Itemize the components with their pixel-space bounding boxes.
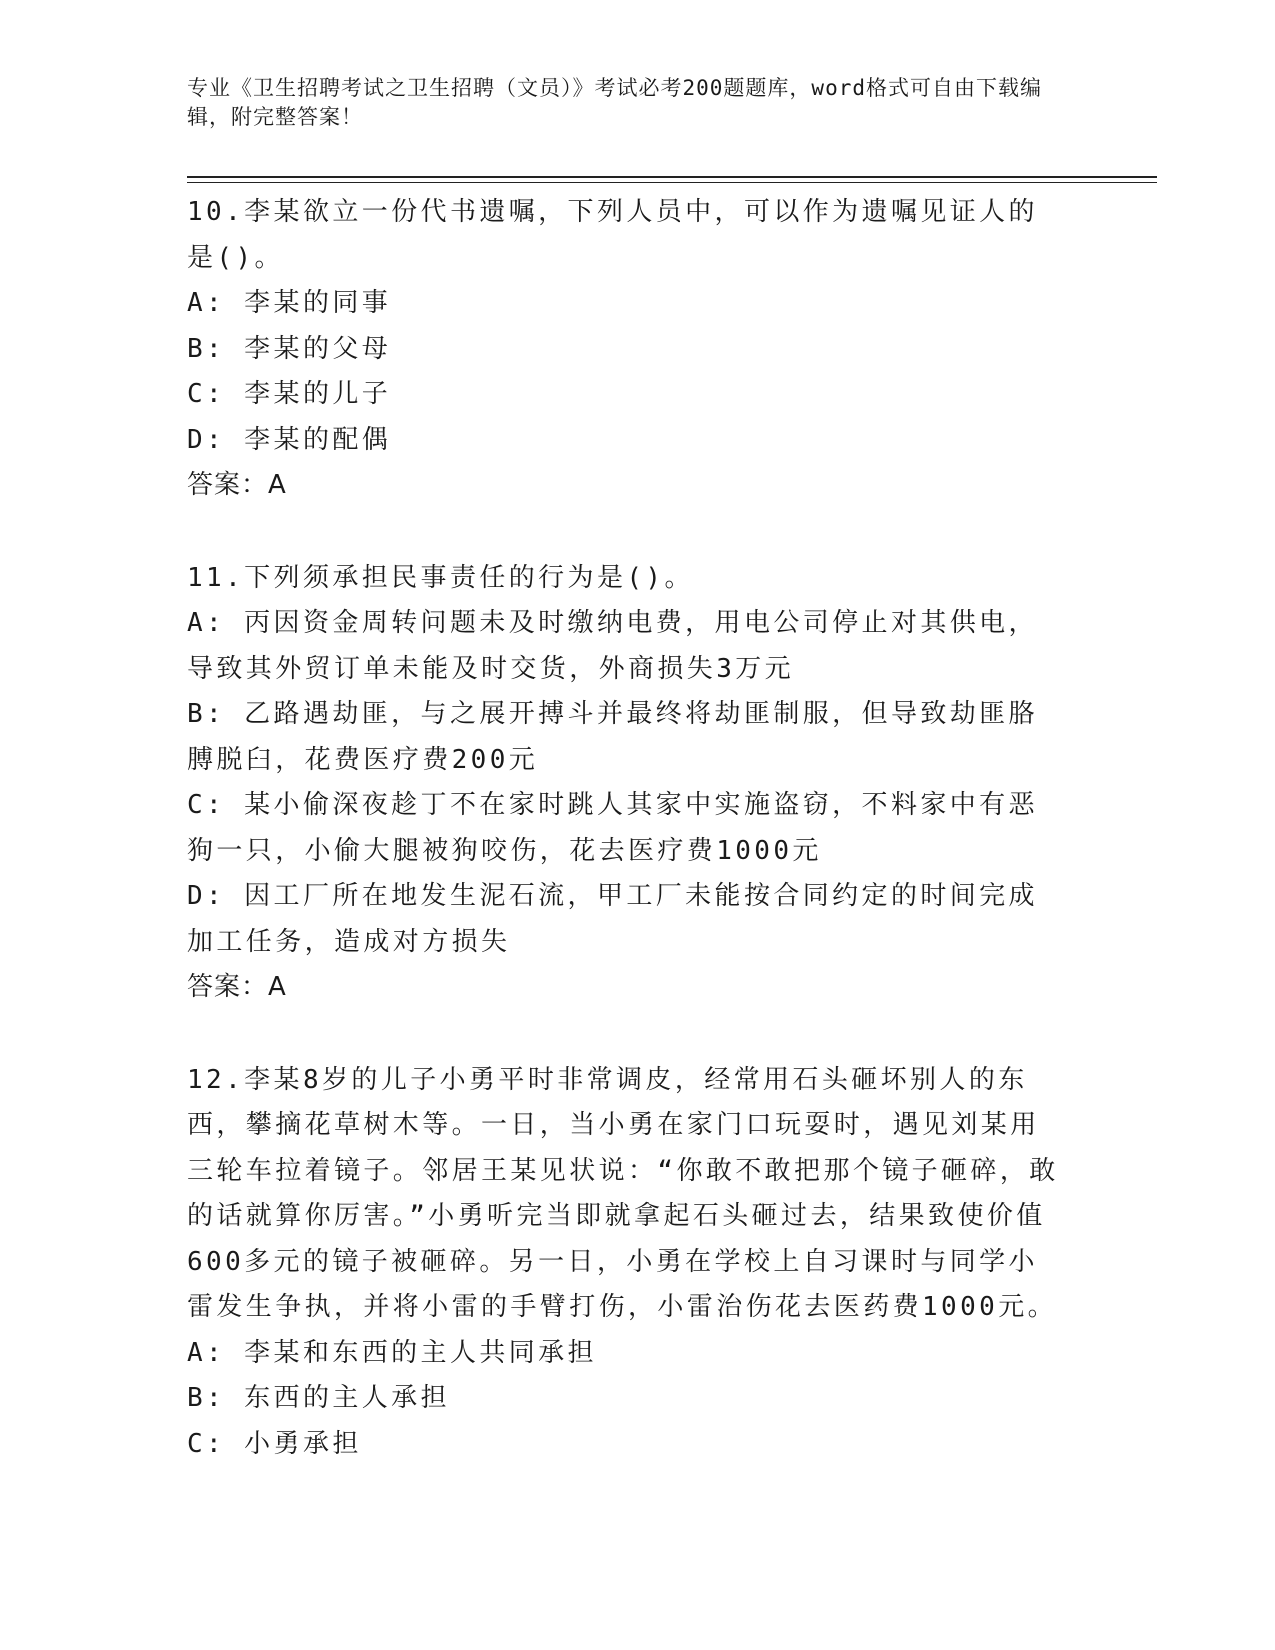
option-d: D: 因工厂所在地发生泥石流，甲工厂未能按合同约定的时间完成加工任务，造成对方损失 <box>187 881 1038 957</box>
option-b: B: 乙路遇劫匪，与之展开搏斗并最终将劫匪制服，但导致劫匪胳膊脱臼，花费医疗费200元 <box>187 699 1038 775</box>
answer: 答案：A <box>187 470 287 500</box>
question-spacer <box>187 509 1067 556</box>
question-stem: 10.李某欲立一份代书遗嘱，下列人员中，可以作为遗嘱见证人的是()。 <box>187 197 1038 273</box>
header-divider-thick <box>187 176 1157 178</box>
option-c: C: 李某的儿子 <box>187 379 392 409</box>
question-spacer <box>187 1011 1067 1058</box>
question-10 <box>187 190 1067 509</box>
document-header: 专业《卫生招聘考试之卫生招聘（文员）》考试必考200题题库，word格式可自由下载编辑，附完整答案！ <box>187 76 1042 129</box>
question-stem: 12.李某8岁的儿子小勇平时非常调皮，经常用石头砸坏别人的东西，攀摘花草树木等。一日，当小勇在家门口玩耍时，遇见刘某用三轮车拉着镜子。邻居王某见状说：“你敢不敢把那个镜子砸碎，敢的话就算你厉害。”小勇听完当即就拿起石头砸过去，结果致使价值600多元的镜子被砸碎。另一日，小勇在学校上自习课时与同学小雷发生争执，并将小雷的手臂打伤，小雷治伤花去医药费1000元。 <box>187 1064 1059 1322</box>
question-12 <box>187 1058 1067 1468</box>
question-stem: 11.下列须承担民事责任的行为是()。 <box>187 562 694 593</box>
option-c: C: 某小偷深夜趁丁不在家时跳人其家中实施盗窃，不料家中有恶狗一只，小偷大腿被狗咬伤，花去医疗费1000元 <box>187 790 1038 866</box>
question-list <box>187 190 1067 1467</box>
option-b: B: 东西的主人承担 <box>187 1383 450 1413</box>
option-a: A: 李某的同事 <box>187 288 392 318</box>
option-b: B: 李某的父母 <box>187 333 392 364</box>
option-d: D: 李某的配偶 <box>187 424 392 455</box>
header-divider-thin <box>187 182 1157 183</box>
answer: 答案：A <box>187 972 287 1002</box>
option-a: A: 丙因资金周转问题未及时缴纳电费，用电公司停止对其供电，导致其外贸订单未能及时交货，外商损失3万元 <box>187 608 1038 684</box>
option-a: A: 李某和东西的主人共同承担 <box>187 1337 597 1368</box>
question-11 <box>187 556 1067 1011</box>
option-c: C: 小勇承担 <box>187 1428 362 1459</box>
